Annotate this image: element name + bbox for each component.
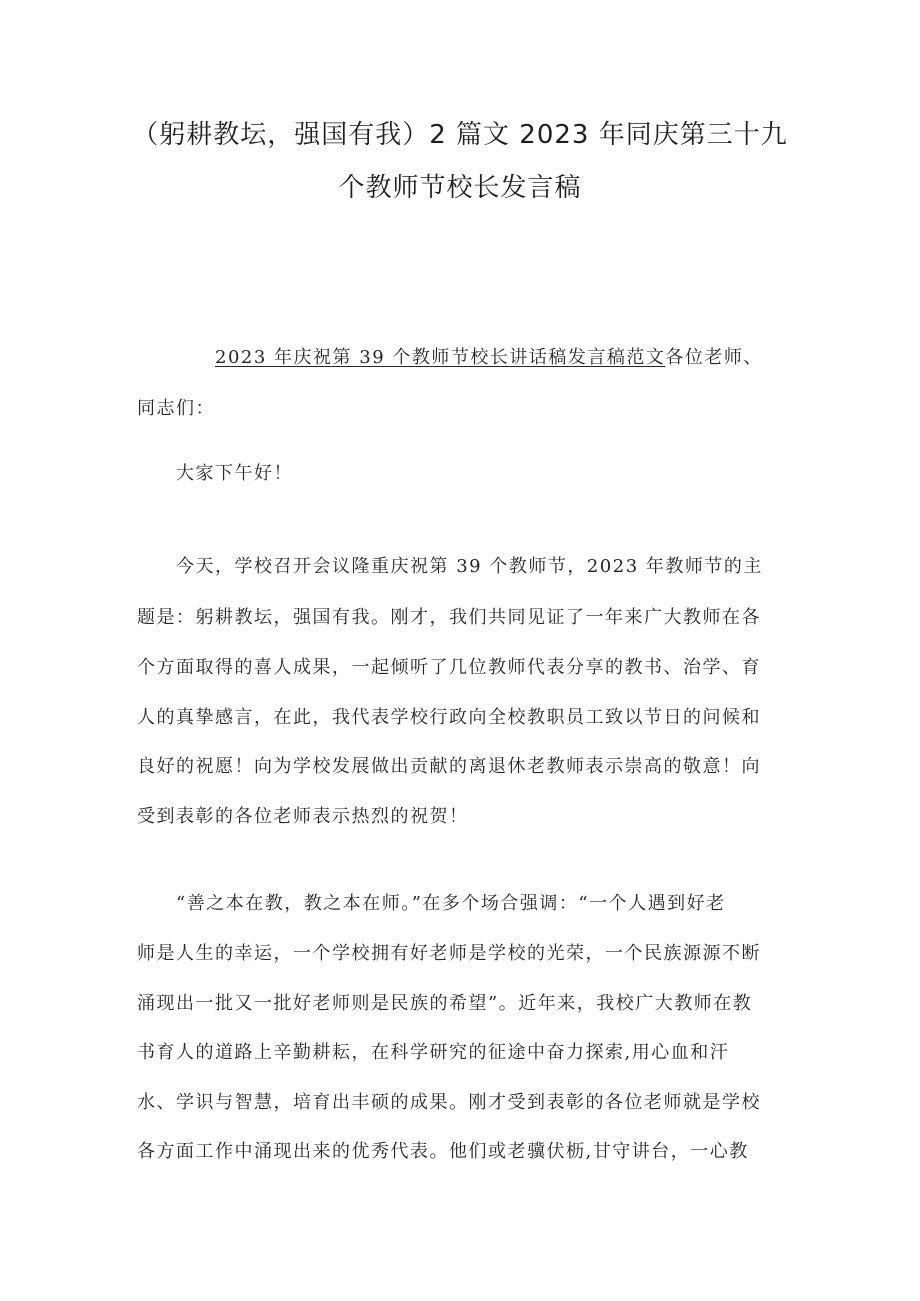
- para2-line-5: 水、学识与智慧，培育出丰硕的成果。刚才受到表彰的各位老师就是学校: [137, 1092, 761, 1113]
- intro-line: [215, 343, 763, 369]
- document-title-line-1: （躬耕教坛，强国有我）2 篇文 2023 年同庆第三十九: [132, 120, 788, 150]
- para1-line-5: 良好的祝愿！向为学校发展做出贡献的离退休老教师表示崇高的敬意！向: [137, 756, 761, 777]
- para2-line-1: “善之本在教，教之本在师。”在多个场合强调：“一个人遇到好老: [176, 893, 726, 914]
- para2-line-4: 书育人的道路上辛勤耕耘，在科学研究的征途中奋力探索,用心血和汗: [137, 1042, 730, 1063]
- para2-line-3: 涌现出一批又一批好老师则是民族的希望”。近年来，我校广大教师在教: [137, 993, 753, 1014]
- para1-line-3: 个方面取得的喜人成果，一起倾听了几位教师代表分享的教书、治学、育: [137, 657, 761, 678]
- para1-line-2: 题是：躬耕教坛，强国有我。刚才，我们共同见证了一年来广大教师在各: [137, 607, 761, 628]
- intro-link[interactable]: 2023 年庆祝第 39 个教师节校长讲话稿发言稿范文: [215, 347, 666, 368]
- para1-line-1: 今天，学校召开会议隆重庆祝第 39 个教师节，2023 年教师节的主: [176, 556, 763, 577]
- para1-line-6: 受到表彰的各位老师表示热烈的祝贺！: [137, 806, 469, 827]
- para2-line-6: 各方面工作中涌现出来的优秀代表。他们或老骥伏枥,甘守讲台，一心教: [137, 1141, 749, 1162]
- para2-line-2: 师是人生的幸运，一个学校拥有好老师是学校的光荣，一个民族源源不断: [137, 943, 761, 964]
- greeting: 大家下午好！: [176, 463, 293, 484]
- intro-salutation: 各位老师、: [665, 347, 763, 368]
- document-title-line-2: 个教师节校长发言稿: [338, 173, 582, 203]
- intro-line-2: 同志们：: [137, 398, 215, 419]
- para1-line-4: 人的真挚感言，在此，我代表学校行政向全校教职员工致以节日的问候和: [137, 707, 761, 728]
